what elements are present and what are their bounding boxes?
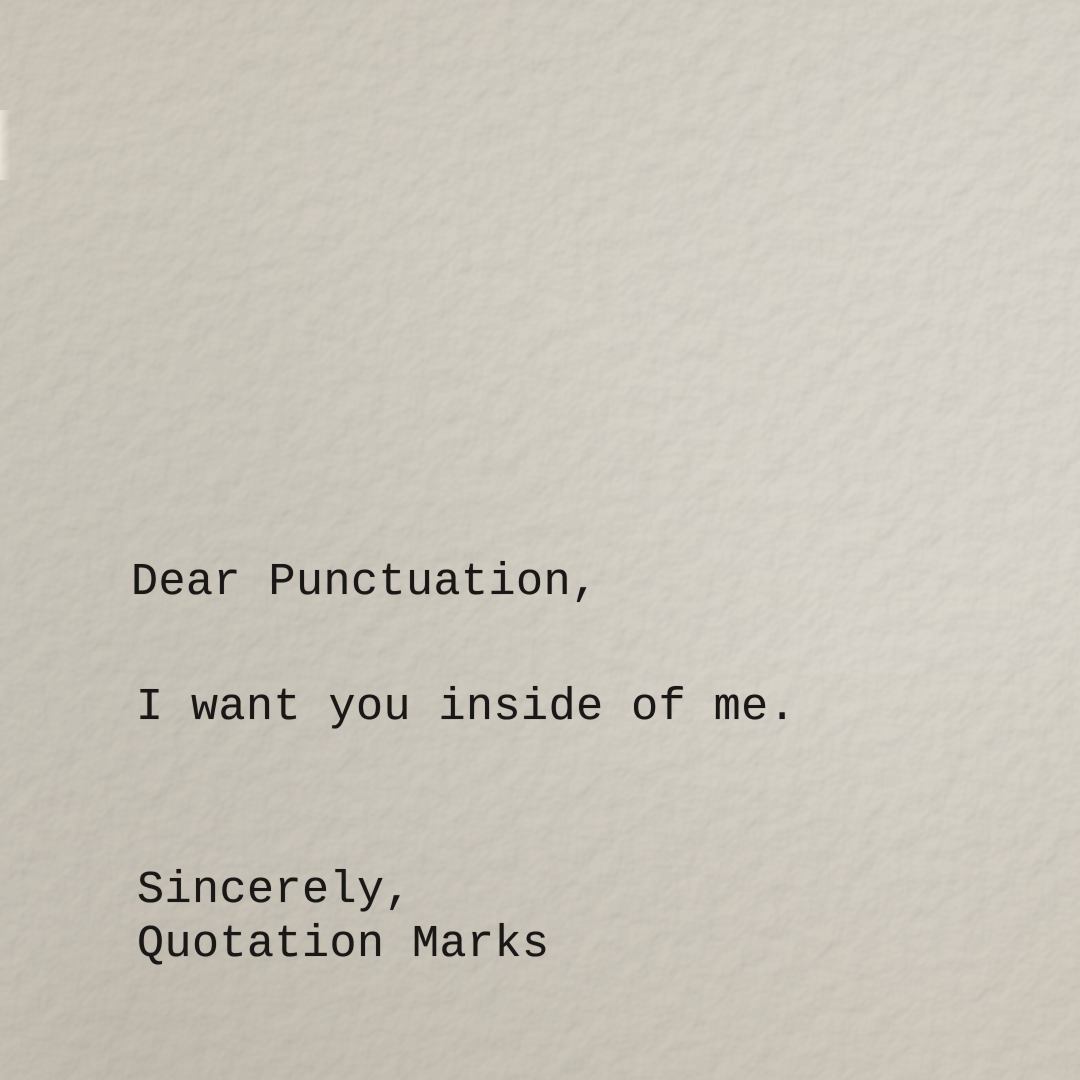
letter-body: I want you inside of me.	[136, 682, 797, 733]
edge-highlight	[0, 110, 10, 180]
letter-closing: Sincerely,	[137, 865, 413, 916]
letter-signature: Quotation Marks	[137, 919, 550, 970]
letter-greeting: Dear Punctuation,	[131, 557, 599, 608]
